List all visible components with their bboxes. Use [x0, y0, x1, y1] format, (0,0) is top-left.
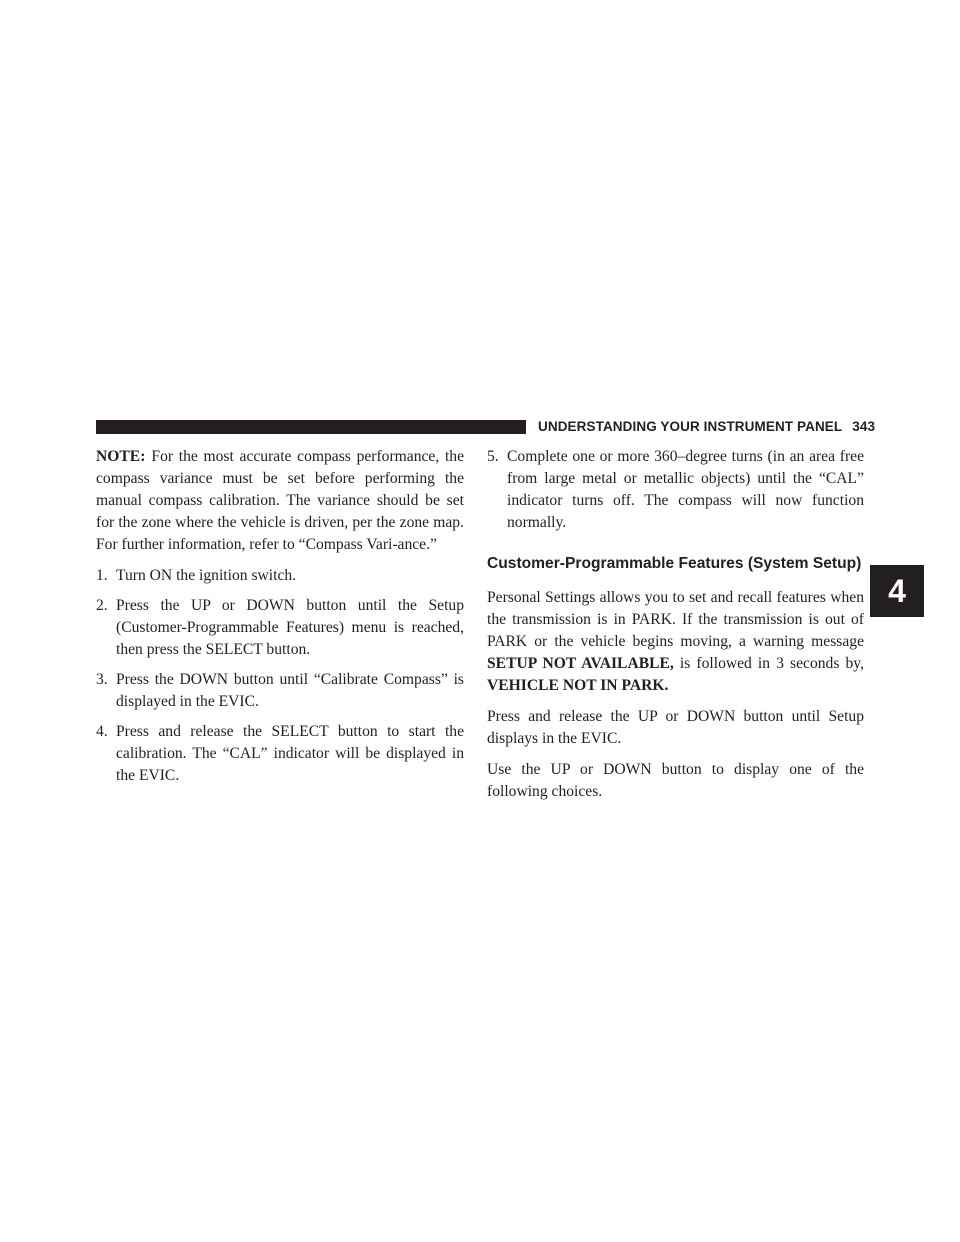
personal-settings-paragraph: [487, 587, 864, 697]
section-title: UNDERSTANDING YOUR INSTRUMENT PANEL: [538, 419, 843, 434]
step-text: Press the DOWN button until “Calibrate Compass” is displayed in the EVIC.: [116, 671, 464, 710]
step-number: 5.: [487, 448, 499, 465]
step-text: Press and release the SELECT button to start the calibration. The “CAL” indicator will be displayed in the EVIC.: [116, 723, 464, 784]
choices-paragraph: Use the UP or DOWN button to display one of the following choices.: [487, 761, 864, 800]
warning-message-2: VEHICLE NOT IN PARK.: [487, 677, 669, 694]
paragraph-text: is followed in 3 seconds by,: [679, 655, 864, 672]
note-label: NOTE:: [96, 448, 146, 465]
step-number: 2.: [96, 597, 108, 614]
note-paragraph: [96, 446, 464, 556]
step-text: Press the UP or DOWN button until the Setup (Customer-Programmable Features) menu is reached, then press the SELECT button.: [116, 597, 464, 658]
step-text: Turn ON the ignition switch.: [116, 567, 297, 584]
setup-paragraph: Press and release the UP or DOWN button until Setup displays in the EVIC.: [487, 708, 864, 747]
paragraph-text: Personal Settings allows you to set and recall features when the transmission is in PARK. If the transmission is out of PARK or the vehicle begins moving, a warning message: [487, 589, 864, 650]
step-number: 4.: [96, 723, 108, 740]
left-column: [96, 446, 464, 795]
note-text: For the most accurate compass performance, the compass variance must be set before performing the manual compass calibration. The variance should be set for the zone where the vehicle is driven, per the zone map. For further information, refer to “Compass Vari-ance.”: [96, 448, 464, 553]
page-number: 343: [852, 419, 876, 434]
right-column: [487, 446, 864, 812]
step-1: [96, 565, 464, 587]
step-text: Complete one or more 360–degree turns (in an area free from large metal or metallic objects) until the “CAL” indicator turns off. The compass will now function normally.: [507, 448, 864, 531]
running-header: [538, 418, 875, 436]
section-heading: Customer-Programmable Features (System Setup): [487, 555, 862, 572]
step-4: [96, 721, 464, 787]
step-5: [487, 446, 864, 534]
step-2: [96, 595, 464, 661]
chapter-tab: 4: [870, 565, 924, 617]
header-rule: [96, 420, 526, 434]
warning-message-1: SETUP NOT AVAILABLE,: [487, 655, 674, 672]
step-3: [96, 669, 464, 713]
step-number: 3.: [96, 671, 108, 688]
step-number: 1.: [96, 567, 108, 584]
